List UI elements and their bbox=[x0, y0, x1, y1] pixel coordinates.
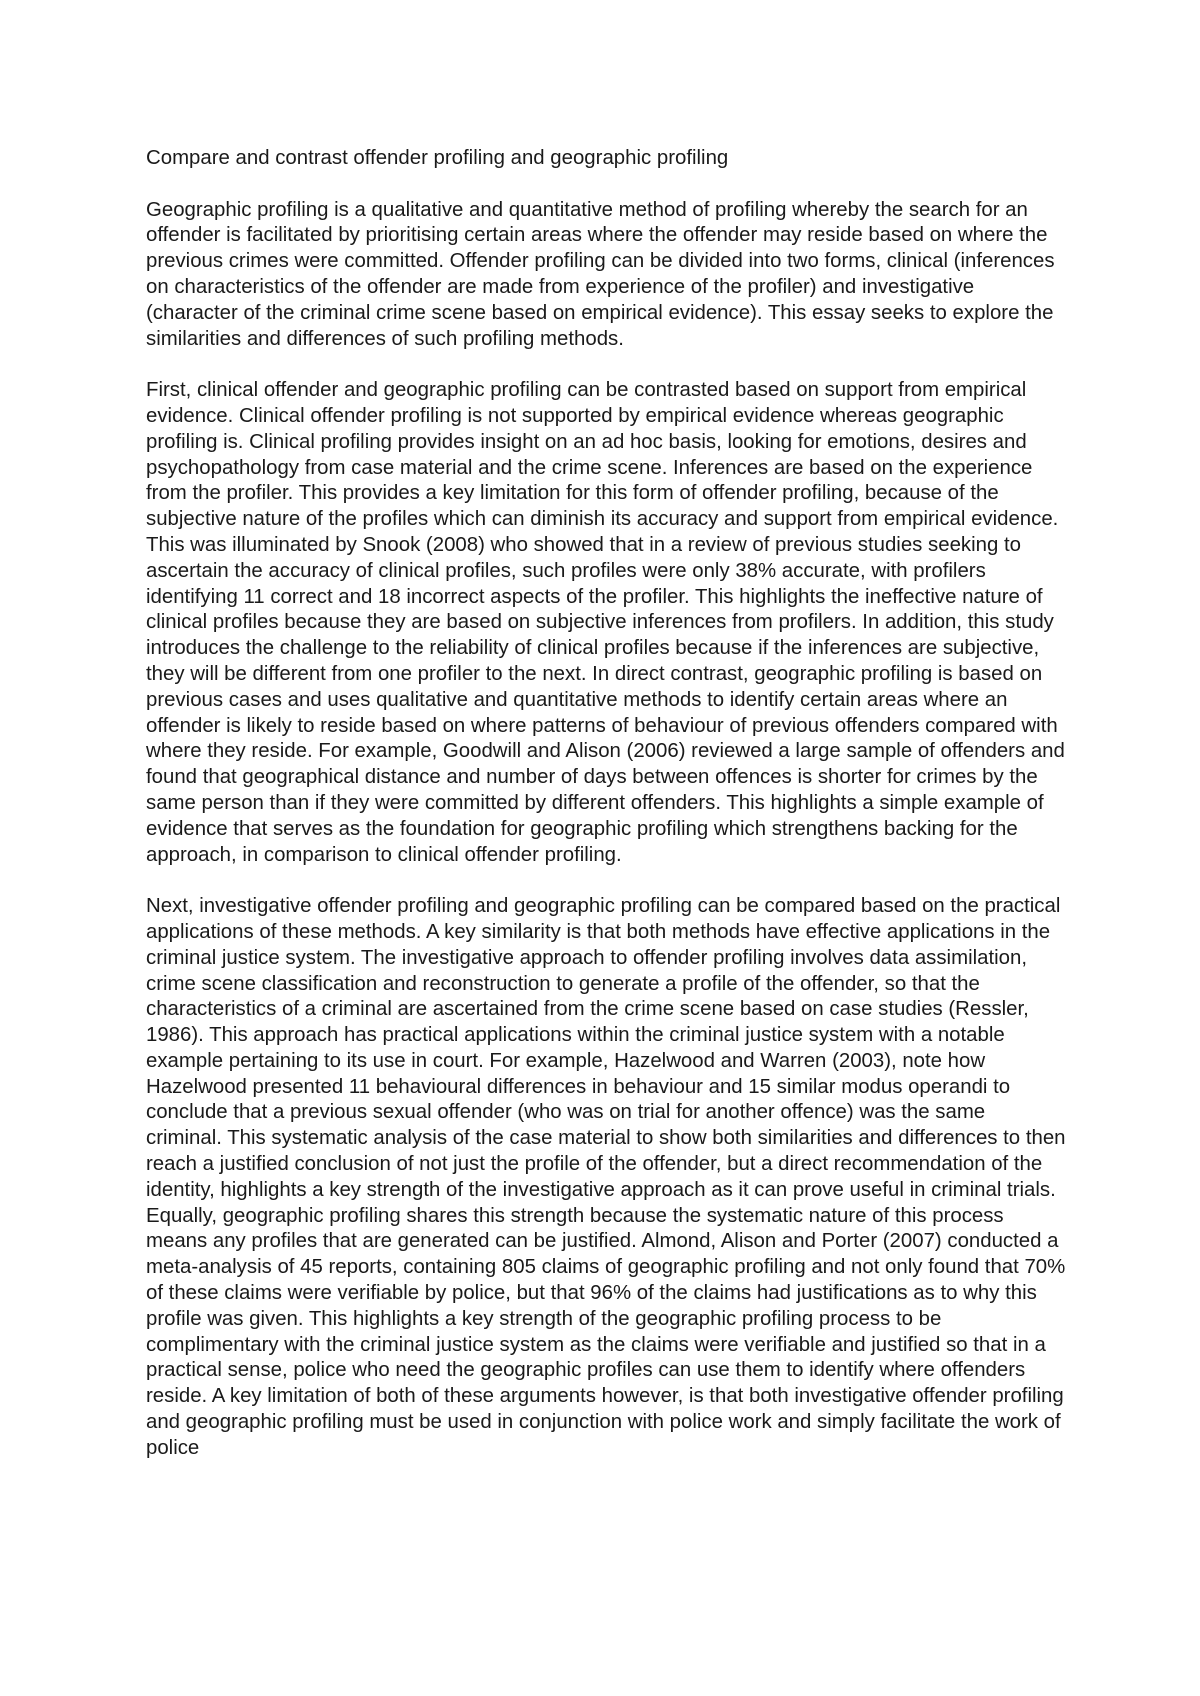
paragraph-introduction: Geographic profiling is a qualitative and quantitative method of profiling whereby the search for an offender is facilitated by prioritising certain areas where the offender may reside based on where the previous crimes were committed. Offender profiling can be divided into two forms, clinical (inferences on characteristics of the offender are made from experience of the profiler) and investigative (character of the criminal crime scene based on empirical evidence). This essay seeks to explore the similarities and differences of such profiling methods. bbox=[146, 198, 1055, 350]
document-body bbox=[146, 146, 1066, 1487]
paragraph-practical-applications: Next, investigative offender profiling and geographic profiling can be compared based on the practical applications of these methods. A key similarity is that both methods have effective applications in the criminal justice system. The investigative approach to offender profiling involves data assimilation, crime scene classification and reconstruction to generate a profile of the offender, so that the characteristics of a criminal are ascertained from the crime scene based on case studies (Ressler, 1986). This approach has practical applications within the criminal justice system with a notable example pertaining to its use in court. For example, Hazelwood and Warren (2003), note how Hazelwood presented 11 behavioural differences in behaviour and 15 similar modus operandi to conclude that a previous sexual offender (who was on trial for another offence) was the same criminal. This systematic analysis of the case material to show both similarities and differences to then reach a justified conclusion of not just the profile of the offender, but a direct recommendation of the identity, highlights a key strength of the investigative approach as it can prove useful in criminal trials. Equally, geographic profiling shares this strength because the systematic nature of this process means any profiles that are generated can be justified. Almond, Alison and Porter (2007) conducted a meta-analysis of 45 reports, containing 805 claims of geographic profiling and not only found that 70% of these claims were verifiable by police, but that 96% of the claims had justifications as to why this profile was given. This highlights a key strength of the geographic profiling process to be complimentary with the criminal justice system as the claims were verifiable and justified so that in a practical sense, police who need the geographic profiles can use them to identify where offenders reside. A key limitation of both of these arguments however, is that both investigative offender profiling and geographic profiling must be used in conjunction with police work and simply facilitate the work of police bbox=[146, 895, 1066, 1459]
document-title: Compare and contrast offender profiling and geographic profiling bbox=[146, 147, 729, 169]
paragraph-empirical-evidence: First, clinical offender and geographic profiling can be contrasted based on support from empirical evidence. Clinical offender profiling is not supported by empirical evidence whereas geographic profiling is. Clinical profiling provides insight on an ad hoc basis, looking for emotions, desires and psychopathology from case material and the crime scene. Inferences are based on the experience from the profiler. This provides a key limitation for this form of offender profiling, because of the subjective nature of the profiles which can diminish its accuracy and support from empirical evidence. This was illuminated by Snook (2008) who showed that in a review of previous studies seeking to ascertain the accuracy of clinical profiles, such profiles were only 38% accurate, with profilers identifying 11 correct and 18 incorrect aspects of the profiler. This highlights the ineffective nature of clinical profiles because they are based on subjective inferences from profilers. In addition, this study introduces the challenge to the reliability of clinical profiles because if the inferences are subjective, they will be different from one profiler to the next. In direct contrast, geographic profiling is based on previous cases and uses qualitative and quantitative methods to identify certain areas where an offender is likely to reside based on where patterns of behaviour of previous offenders compared with where they reside. For example, Goodwill and Alison (2006) reviewed a large sample of offenders and found that geographical distance and number of days between offences is shorter for crimes by the same person than if they were committed by different offenders. This highlights a simple example of evidence that serves as the foundation for geographic profiling which strengthens backing for the approach, in comparison to clinical offender profiling. bbox=[146, 379, 1065, 866]
